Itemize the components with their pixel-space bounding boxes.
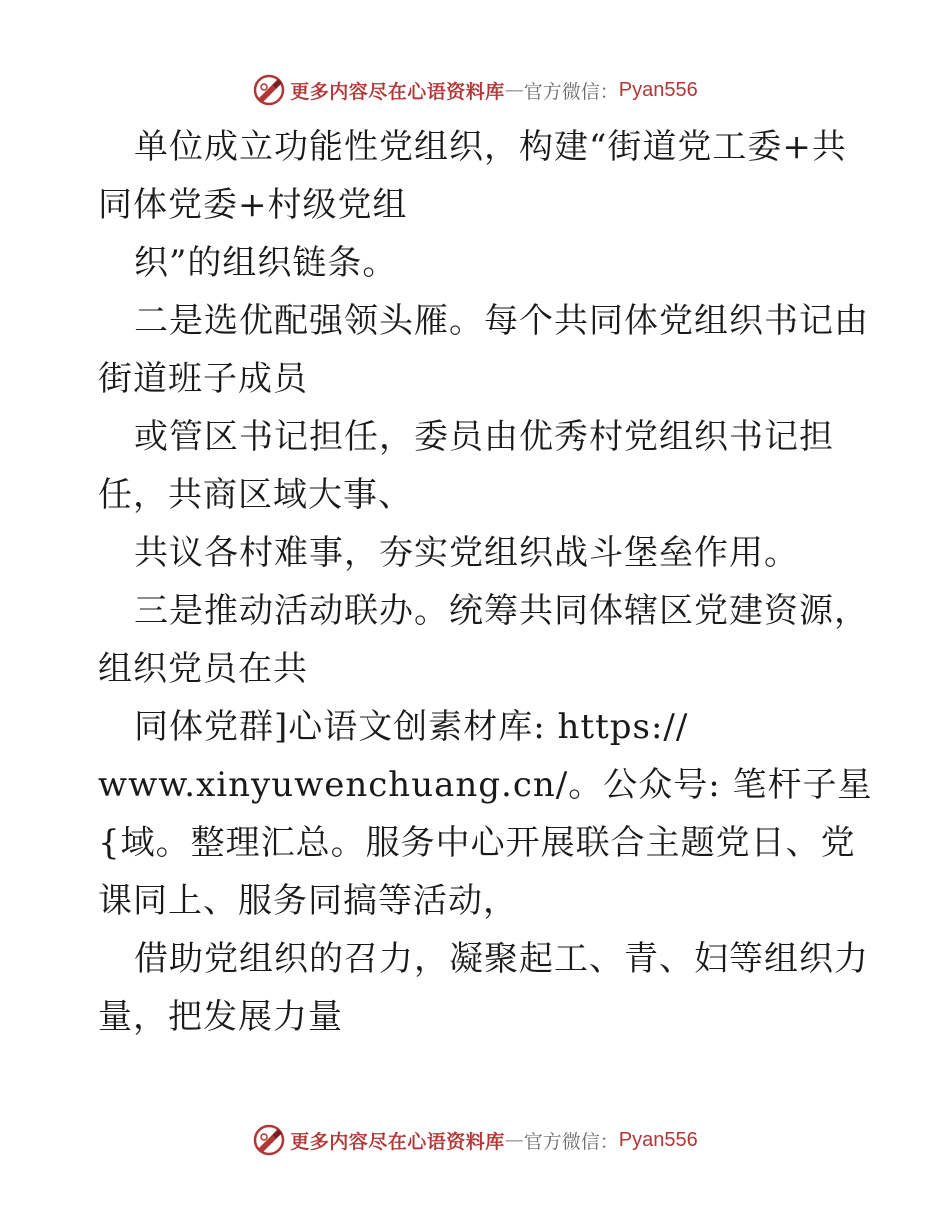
body-line: 街道班子成员 [98,359,308,399]
document-body [98,118,873,1046]
banner-brand-text: 更多内容尽在心语资料库 [290,1130,505,1153]
body-line: www.xinyuwenchuang.cn/。公众号: 笔杆子星 [98,765,873,805]
body-line: 量，把发展力量 [98,997,343,1037]
body-line: 织”的组织链条。 [134,243,398,283]
pen-logo-icon [252,73,286,107]
banner-dash: — [504,1129,524,1151]
body-line: 或管区书记担任，委员由优秀村党组织书记担 [134,417,834,457]
body-line: 三是推动活动联办。统筹共同体辖区党建资源， [134,591,869,631]
body-line: 任，共商区域大事、 [98,475,413,515]
body-line: {域。整理汇总。服务中心开展联合主题党日、党 [98,823,856,863]
body-line: 课同上、服务同搞等活动， [98,881,518,921]
body-line: 单位成立功能性党组织，构建“街道党工委+共 [134,127,847,167]
banner-wechat-label: 官方微信： [523,1130,619,1153]
header-banner [0,70,950,110]
banner-wechat-id: Pyan556 [618,1128,698,1151]
banner-dash: — [504,79,524,101]
body-line: 共议各村难事，夯实党组织战斗堡垒作用。 [134,533,799,573]
footer-banner [0,1120,950,1160]
pen-logo-icon [252,1123,286,1157]
banner-brand-text: 更多内容尽在心语资料库 [290,80,505,103]
body-line: 同体党委+村级党组 [98,185,408,225]
body-line: 组织党员在共 [98,649,308,689]
body-line: 同体党群]心语文创素材库: https:// [134,707,689,747]
body-line: 二是选优配强领头雁。每个共同体党组织书记由 [134,301,869,341]
banner-wechat-label: 官方微信： [523,80,619,103]
banner-wechat-id: Pyan556 [618,78,698,101]
body-line: 借助党组织的召力，凝聚起工、青、妇等组织力 [134,939,869,979]
